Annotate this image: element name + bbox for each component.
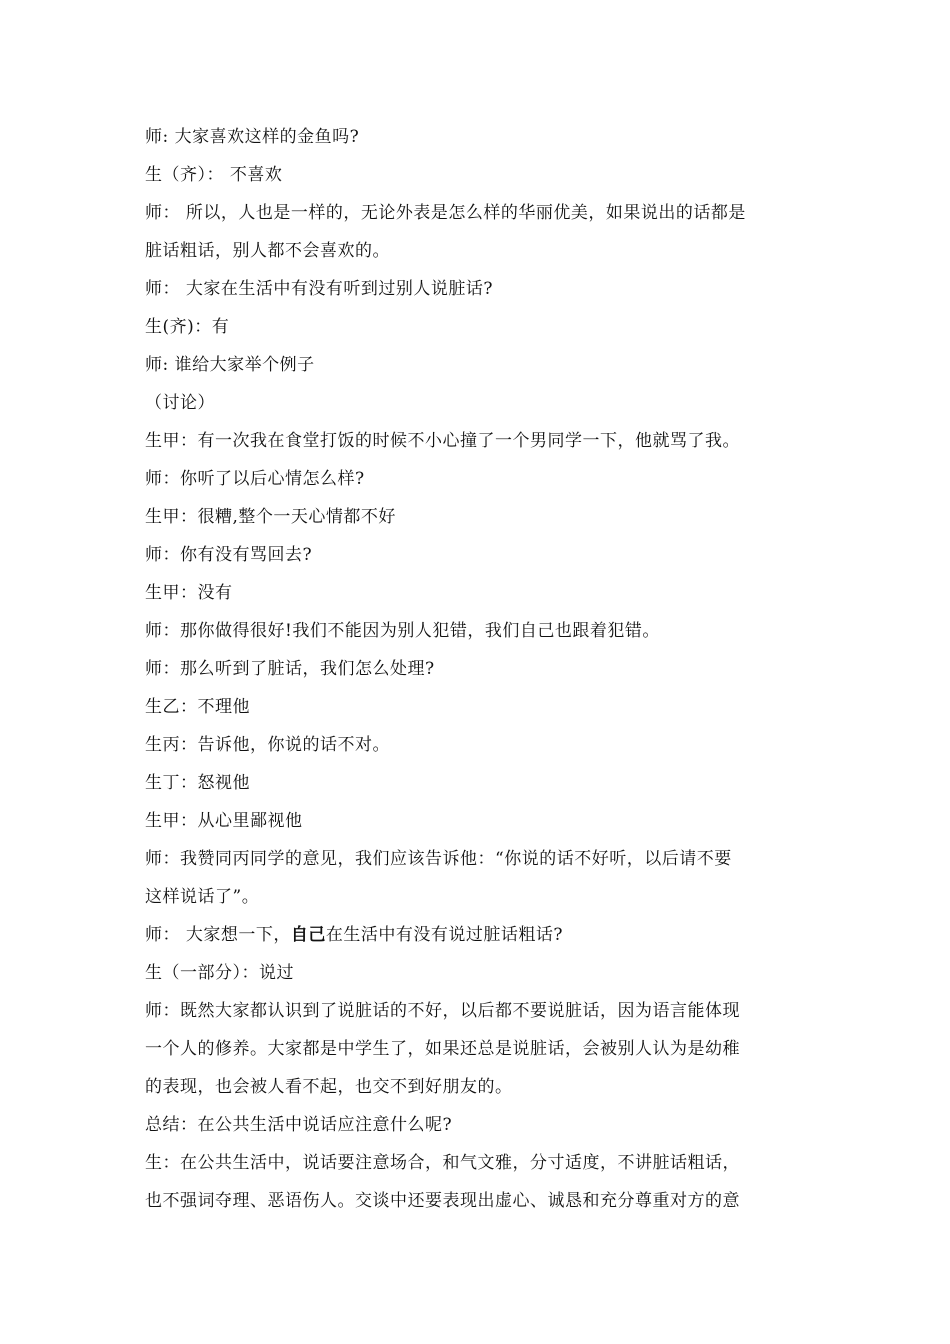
text-line: 一个人的修养。大家都是中学生了，如果还总是说脏话，会被别人认为是幼稚 — [145, 1039, 740, 1059]
text-line: 师：我赞同丙同学的意见，我们应该告诉他：“你说的话不好听，以后请不要 — [145, 849, 732, 869]
text-line: 生甲：有一次我在食堂打饭的时候不小心撞了一个男同学一下，他就骂了我。 — [145, 431, 740, 451]
text-line: 师： 大家在生活中有没有听到过别人说脏话? — [145, 279, 494, 299]
text-line: 也不强词夺理、恶语伤人。交谈中还要表现出虚心、诚恳和充分尊重对方的意 — [145, 1191, 740, 1211]
text-line: 生（一部分）：说过 — [145, 963, 294, 983]
text-line: 生丁：怒视他 — [145, 773, 250, 793]
text-line: 师: 大家喜欢这样的金鱼吗? — [145, 127, 360, 147]
text-line: 的表现，也会被人看不起，也交不到好朋友的。 — [145, 1077, 513, 1097]
text-segment: 在生活中有没有说过脏话粗话? — [325, 925, 564, 945]
text-line: 这样说话了”。 — [145, 887, 260, 907]
text-line: 生甲：没有 — [145, 583, 233, 603]
text-line: 师： 所以，人也是一样的，无论外表是怎么样的华丽优美，如果说出的话都是 — [145, 203, 746, 223]
text-line: 生丙：告诉他，你说的话不对。 — [145, 735, 390, 755]
text-line: 总结：在公共生活中说话应注意什么呢? — [145, 1115, 453, 1135]
text-line: 脏话粗话，别人都不会喜欢的。 — [145, 241, 390, 261]
text-line: 师：既然大家都认识到了说脏话的不好，以后都不要说脏话，因为语言能体现 — [145, 1001, 740, 1021]
text-segment: 师： 大家想一下， — [145, 925, 291, 945]
text-line: 师：你听了以后心情怎么样? — [145, 469, 365, 489]
text-line: 生乙：不理他 — [145, 697, 250, 717]
text-line: 生（齐）： 不喜欢 — [145, 165, 283, 185]
text-line: 生：在公共生活中，说话要注意场合，和气文雅，分寸适度，不讲脏话粗话， — [145, 1153, 740, 1173]
dialogue-text — [145, 118, 810, 1220]
text-line: 生甲：很糟,整个一天心情都不好 — [145, 507, 396, 527]
text-line-self — [145, 916, 810, 954]
text-line: （讨论） — [145, 393, 215, 413]
bold-emphasis: 自己 — [290, 925, 326, 945]
text-line: 生(齐)：有 — [145, 317, 230, 337]
text-line: 师: 谁给大家举个例子 — [145, 355, 315, 375]
text-line: 师：你有没有骂回去? — [145, 545, 313, 565]
text-line: 师：那么听到了脏话，我们怎么处理? — [145, 659, 435, 679]
text-line: 师：那你做得很好!我们不能因为别人犯错，我们自己也跟着犯错。 — [145, 621, 660, 641]
text-line: 生甲：从心里鄙视他 — [145, 811, 303, 831]
